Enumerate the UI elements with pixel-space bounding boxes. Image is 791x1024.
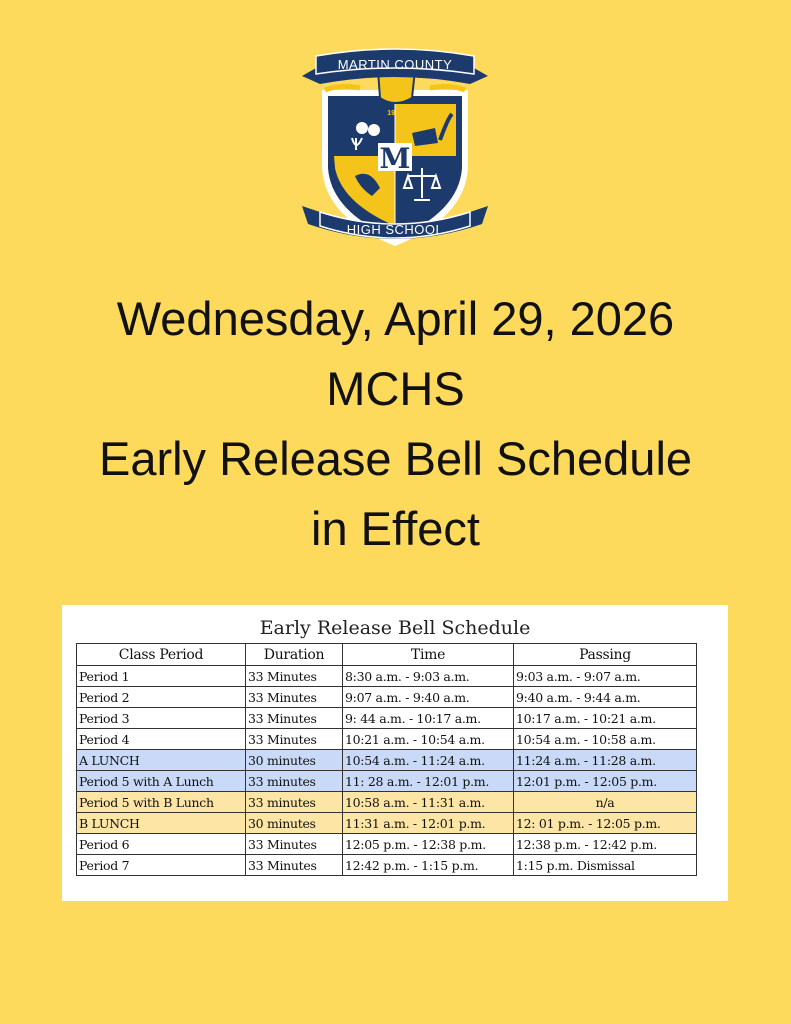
cell-time: 9:07 a.m. - 9:40 a.m. [343,687,514,708]
table-row [77,834,697,855]
table-row [77,855,697,876]
cell-duration: 33 minutes [246,792,343,813]
headline-date: Wednesday, April 29, 2026 [116,292,675,345]
svg-text:1964: 1964 [387,110,403,117]
cell-time: 10:21 a.m. - 10:54 a.m. [343,729,514,750]
table-row [77,750,697,771]
table-row [77,771,697,792]
cell-passing: 12:38 p.m. - 12:42 p.m. [514,834,697,855]
headline-school: MCHS [326,362,465,415]
cell-passing: 10:17 a.m. - 10:21 a.m. [514,708,697,729]
cell-passing: 9:03 a.m. - 9:07 a.m. [514,666,697,687]
cell-passing: 1:15 p.m. Dismissal [514,855,697,876]
table-row [77,729,697,750]
cell-duration: 33 Minutes [246,708,343,729]
header-time: Time [343,644,514,666]
cell-passing: 12:01 p.m. - 12:05 p.m. [514,771,697,792]
cell-passing: 12: 01 p.m. - 12:05 p.m. [514,813,697,834]
table-row [77,813,697,834]
table-row [77,708,697,729]
svg-text:MARTIN COUNTY: MARTIN COUNTY [337,57,453,72]
cell-duration: 33 Minutes [246,666,343,687]
cell-class-period: Period 1 [77,666,246,687]
cell-time: 11:31 a.m. - 12:01 p.m. [343,813,514,834]
cell-passing: 10:54 a.m. - 10:58 a.m. [514,729,697,750]
svg-text:M: M [379,142,411,175]
cell-passing: 11:24 a.m. - 11:28 a.m. [514,750,697,771]
table-row [77,792,697,813]
headline-effect: in Effect [311,502,480,555]
cell-class-period: Period 2 [77,687,246,708]
cell-class-period: Period 3 [77,708,246,729]
cell-duration: 33 Minutes [246,687,343,708]
cell-class-period: Period 4 [77,729,246,750]
headline-schedule: Early Release Bell Schedule [98,432,693,485]
header-passing: Passing [514,644,697,666]
cell-duration: 30 minutes [246,813,343,834]
cell-time: 10:54 a.m. - 11:24 a.m. [343,750,514,771]
announcement-headline [0,284,791,564]
cell-duration: 33 minutes [246,771,343,792]
cell-class-period: B LUNCH [77,813,246,834]
cell-time: 12:05 p.m. - 12:38 p.m. [343,834,514,855]
cell-time: 9: 44 a.m. - 10:17 a.m. [343,708,514,729]
cell-duration: 33 Minutes [246,855,343,876]
table-row [77,687,697,708]
cell-time: 11: 28 a.m. - 12:01 p.m. [343,771,514,792]
cell-time: 10:58 a.m. - 11:31 a.m. [343,792,514,813]
schedule-title: Early Release Bell Schedule [259,617,531,639]
cell-class-period: Period 5 with A Lunch [77,771,246,792]
cell-class-period: Period 7 [77,855,246,876]
cell-passing: 9:40 a.m. - 9:44 a.m. [514,687,697,708]
cell-time: 8:30 a.m. - 9:03 a.m. [343,666,514,687]
cell-class-period: A LUNCH [77,750,246,771]
cell-passing: n/a [514,792,697,813]
cell-duration: 33 Minutes [246,834,343,855]
header-duration: Duration [246,644,343,666]
cell-class-period: Period 6 [77,834,246,855]
header-class-period: Class Period [77,644,246,666]
cell-duration: 33 Minutes [246,729,343,750]
table-row [77,666,697,687]
table-header-row [77,644,697,666]
cell-time: 12:42 p.m. - 1:15 p.m. [343,855,514,876]
svg-text:HIGH SCHOOL: HIGH SCHOOL [346,222,444,237]
school-crest-logo [300,48,490,250]
cell-duration: 30 minutes [246,750,343,771]
bell-schedule-image [62,605,728,901]
cell-class-period: Period 5 with B Lunch [77,792,246,813]
schedule-table [76,643,697,876]
